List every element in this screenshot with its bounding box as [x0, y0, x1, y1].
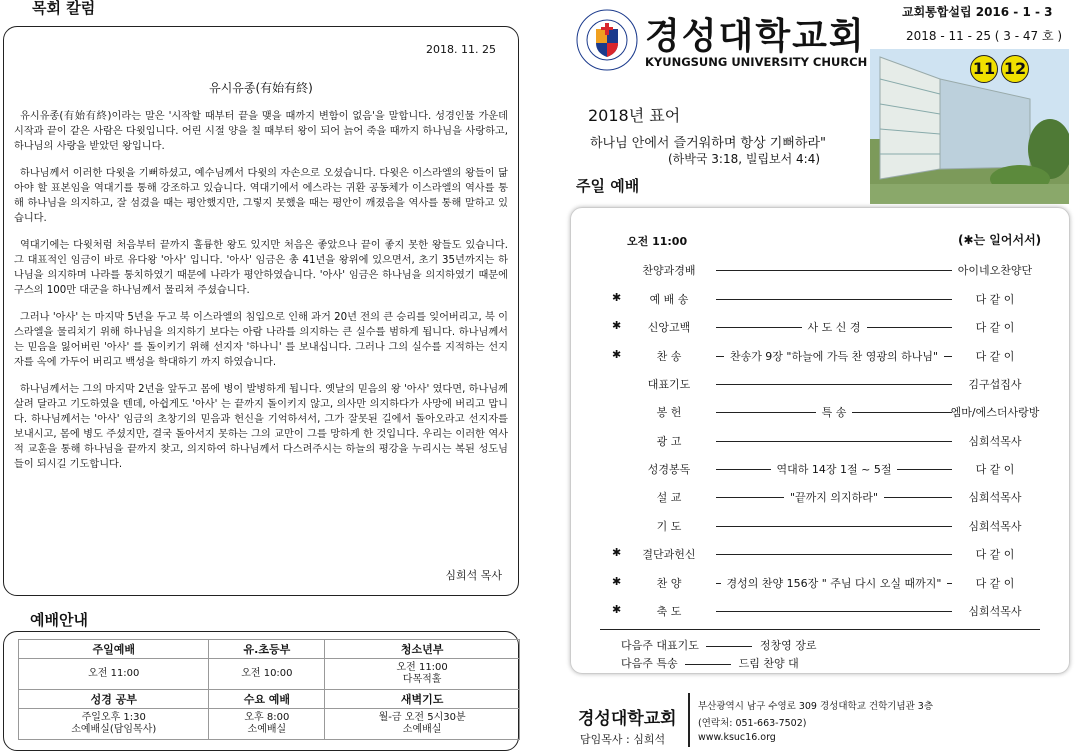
- standing-mark: ✱: [612, 291, 622, 304]
- table-cell: 월-금 오전 5시30분 소예배실: [325, 709, 520, 740]
- table-row: [19, 709, 520, 740]
- leader-line: [716, 611, 952, 612]
- table-row: [19, 659, 520, 690]
- table-row: [19, 690, 520, 709]
- order-item-leader: 아이네오찬양단: [957, 264, 1033, 277]
- standing-mark: ✱: [612, 319, 622, 332]
- table-cell: 주일오후 1:30 소예배실(담임목사): [19, 709, 209, 740]
- order-item-leader: 심희석목사: [968, 520, 1022, 533]
- column-paragraph: 하나님께서는 그의 마지막 2년을 앞두고 몸에 병이 발병하게 됩니다. 옛날의 믿음의 왕 '아사' 였다면, 하나님께 살려 달라고 기도하였을 텐데, 아쉽게도 '아사' 는 끝까지 돌이키지 않고, 의사만 의지하다가 사망에 버리고 맙니다. 하나님께서는 '아사' 임금의 초창기의 믿음과 헌신을 기억하셔서, 그가 잘못된 길에서 돌아오라고 선지자를 보내시고, 몸에 병도 주셨지만, 결국 돌아서지 못하는 그의 교만이 그를 망하게 한 것입니다. 우리는 이러한 역사적 교훈을 통해 하나님을 끝까지 찾고, 의지하여 하나님께서 다스려주시는 하늘의 평강을 누리시는 복된 성도님들이 되시길 기도합니다.: [14, 384, 508, 470]
- order-item-detail-text: 찬송가 9장 "하늘에 가득 찬 영광의 하나님": [724, 350, 944, 363]
- divider: [600, 629, 1040, 630]
- church-building-photo: [870, 49, 1069, 204]
- service-table: [18, 639, 520, 740]
- column-paragraph: 그러나 '아사' 는 마지막 5년을 두고 북 이스라엘의 침입으로 인해 과거 20년 전의 큰 승리를 잊어버리고, 북 이스라엘을 물리치기 위해 하나님을 의지하기 보다는 아람 나라를 의지하는 큰 실수를 범하게 됩니다. 하나님께서는 믿음을 잃어버린 '아사' 를 돌이키기 위해 선지자 '하나니' 를 보내십니다. 그러나 그의 실수를 지적하는 선지자를 옥에 가두어 버리고 백성을 학대하기 까지 하였습니다.: [14, 312, 508, 368]
- order-item-label: 봉 헌: [656, 406, 682, 419]
- order-item-leader: 다 같 이: [975, 321, 1015, 334]
- table-header-cell: 청소년부: [325, 640, 520, 659]
- leader-line: [716, 299, 952, 300]
- worship-order-item: [600, 433, 1050, 451]
- next-week-label: 다음주 특송: [621, 657, 678, 670]
- column-title: 유시유종(有始有終): [209, 81, 313, 95]
- order-item-label: 성경봉독: [647, 463, 691, 476]
- order-item-label: 설 교: [656, 491, 682, 504]
- order-item-label: 기 도: [656, 520, 682, 533]
- table-header-cell: 유.초등부: [209, 640, 325, 659]
- order-item-leader: 다 같 이: [975, 463, 1015, 476]
- order-item-label: 신앙고백: [647, 321, 691, 334]
- order-item-detail: [716, 489, 952, 505]
- column-body: [14, 109, 508, 484]
- order-item-leader: 다 같 이: [975, 548, 1015, 561]
- leader-line: [716, 441, 952, 442]
- page-number-badge: 11: [970, 55, 998, 83]
- church-logo-seal: [576, 9, 638, 71]
- order-item-leader: 심희석목사: [968, 435, 1022, 448]
- order-item-detail: [716, 575, 952, 591]
- order-item-label: 대표기도: [647, 378, 691, 391]
- table-row: [19, 640, 520, 659]
- table-header-cell: 새벽기도: [325, 690, 520, 709]
- service-info-title: 예배안내: [30, 611, 88, 629]
- footer-address: 부산광역시 남구 수영로 309 경성대학교 건학기념관 3층: [698, 701, 934, 712]
- order-item-label: 찬양과경배: [642, 264, 696, 277]
- footer-website[interactable]: www.ksuc16.org: [698, 732, 776, 743]
- church-name-korean: 경성대학교회: [645, 16, 866, 57]
- leader-line: [716, 384, 952, 385]
- registration-info: 교회통합설립 2016 - 1 - 3: [902, 5, 1053, 19]
- order-item-detail: [716, 348, 952, 364]
- order-item-detail-text: 특 송: [816, 406, 853, 419]
- order-item-detail: [716, 404, 952, 420]
- table-header-cell: 성경 공부: [19, 690, 209, 709]
- worship-order-item: [600, 489, 1050, 507]
- church-name-english: KYUNGSUNG UNIVERSITY CHURCH: [645, 55, 868, 69]
- worship-order-item: [600, 518, 1050, 536]
- order-item-detail-text: 경성의 찬양 156장 " 주님 다시 오실 때까지": [721, 577, 948, 590]
- order-item-leader: 다 같 이: [975, 577, 1015, 590]
- logo-seal-icon: [576, 9, 638, 71]
- worship-section-title: 주일 예배: [576, 177, 640, 195]
- worship-order-item: [600, 575, 1050, 593]
- next-week-name: 드림 찬양 대: [738, 657, 799, 670]
- order-item-detail-text: "끝까지 의지하라": [784, 491, 884, 504]
- order-item-detail-text: 사 도 신 경: [802, 321, 867, 334]
- table-cell: 오전 11:00 다목적홀: [325, 659, 520, 690]
- leader-line: [716, 526, 952, 527]
- table-header-cell: 주일예배: [19, 640, 209, 659]
- footer-pastor: 담임목사 : 심희석: [580, 733, 666, 746]
- worship-order-item: [600, 291, 1050, 309]
- page-number-badge: 12: [1001, 55, 1029, 83]
- motto-line-2: (하박국 3:18, 빌립보서 4:4): [668, 152, 821, 166]
- worship-order-item: [600, 262, 1050, 280]
- worship-order-item: [600, 348, 1050, 366]
- column-paragraph: 유시유종(有始有終)이라는 말은 '시작할 때부터 끝을 맺을 때까지 변함이 없음'을 말합니다. 성경인물 가운데 시작과 끝이 같은 사람은 다윗입니다. 어린 시절 양을 칠 때부터 왕이 되어 늙어 죽을 때까지 하나님을 사랑하고, 하나님의 사랑을 받았던 왕입니다.: [14, 111, 508, 152]
- page-number-badges: [970, 55, 1032, 83]
- table-cell: 오후 8:00 소예배실: [209, 709, 325, 740]
- table-cell: 오전 11:00: [19, 659, 209, 690]
- table-cell: 오전 10:00: [209, 659, 325, 690]
- worship-order-item: [600, 319, 1050, 337]
- standing-mark: ✱: [612, 575, 622, 588]
- next-week-name: 정창영 장로: [759, 639, 817, 652]
- worship-time: 오전 11:00: [627, 235, 688, 248]
- order-item-label: 예 배 송: [649, 293, 689, 306]
- order-item-label: 찬 양: [656, 577, 682, 590]
- order-item-label: 결단과헌신: [642, 548, 696, 561]
- column-date: 2018. 11. 25: [426, 43, 496, 56]
- order-item-leader: 다 같 이: [975, 293, 1015, 306]
- next-week-prayer: [621, 637, 817, 653]
- footer-phone: (연락처: 051-663-7502): [698, 718, 807, 729]
- order-item-detail: [716, 319, 952, 335]
- worship-order-item: [600, 376, 1050, 394]
- footer-divider: [688, 693, 690, 747]
- worship-order-item: [600, 404, 1050, 422]
- table-header-cell: 수요 예배: [209, 690, 325, 709]
- pastor-column-box: [3, 26, 519, 596]
- motto-line-1: 하나님 안에서 즐거워하며 항상 기뻐하라": [590, 136, 826, 151]
- leader-line: [716, 554, 952, 555]
- standing-mark: ✱: [612, 546, 622, 559]
- standing-mark: ✱: [612, 348, 622, 361]
- column-section-title: 목회 칼럼: [32, 0, 96, 17]
- next-week-label: 다음주 대표기도: [621, 639, 699, 652]
- standing-mark: ✱: [612, 603, 622, 616]
- column-paragraph: 역대기에는 다윗처럼 처음부터 끝까지 훌륭한 왕도 있지만 처음은 좋았으나 끝이 좋지 못한 왕들도 있습니다. 그 대표적인 임금이 바로 유다왕 '아사' 입니다. '아사' 임금은 총 41년을 왕위에 있으면서, 초기 35년까지는 하나님을 의지하며 나라를 통치하였기 때문에 나라가 평안하였습니다. '아사' 임금은 하나님을 의지하였기 때문에 구스의 100만 대군을 하나님께서 물리쳐 주셨습니다.: [14, 240, 508, 296]
- standing-note: (✱는 일어서서): [958, 233, 1042, 247]
- issue-number: 2018 - 11 - 25 ( 3 - 47 호 ): [906, 29, 1063, 43]
- leader-line: [716, 270, 952, 271]
- order-item-leader: 다 같 이: [975, 350, 1015, 363]
- order-item-label: 광 고: [656, 435, 682, 448]
- motto-title: 2018년 표어: [588, 106, 681, 125]
- order-item-leader: 심희석목사: [968, 491, 1022, 504]
- column-paragraph: 하나님께서 이러한 다윗을 기뻐하셨고, 예수님께서 다윗의 자손으로 오셨습니다. 다윗은 이스라엘의 왕들이 닮아야 할 표본임을 역대기를 통해 강조하고 있습니다. 역대기에서 에스라는 귀환 공동체가 이스라엘의 역사를 통해 하나님을 의지하고, 잘 섬겼을 때는 평안했지만, 그렇지 못했을 때는 평안이 깨졌음을 역사를 통해 말하고 있습니다.: [14, 168, 508, 224]
- order-item-detail: [716, 461, 952, 477]
- next-week-special-song: [621, 655, 799, 671]
- order-item-leader: 김구섭집사: [968, 378, 1022, 391]
- footer-church-name: 경성대학교회: [578, 709, 677, 729]
- order-item-label: 축 도: [656, 605, 682, 618]
- worship-order-item: [600, 546, 1050, 564]
- worship-order-item: [600, 603, 1050, 621]
- column-author: 심희석 목사: [445, 569, 502, 582]
- order-item-leader: 엠마/에스더사랑방: [950, 406, 1040, 419]
- order-item-detail-text: 역대하 14장 1절 ~ 5절: [771, 463, 898, 476]
- worship-order-item: [600, 461, 1050, 479]
- order-item-leader: 심희석목사: [968, 605, 1022, 618]
- order-item-label: 찬 송: [656, 350, 682, 363]
